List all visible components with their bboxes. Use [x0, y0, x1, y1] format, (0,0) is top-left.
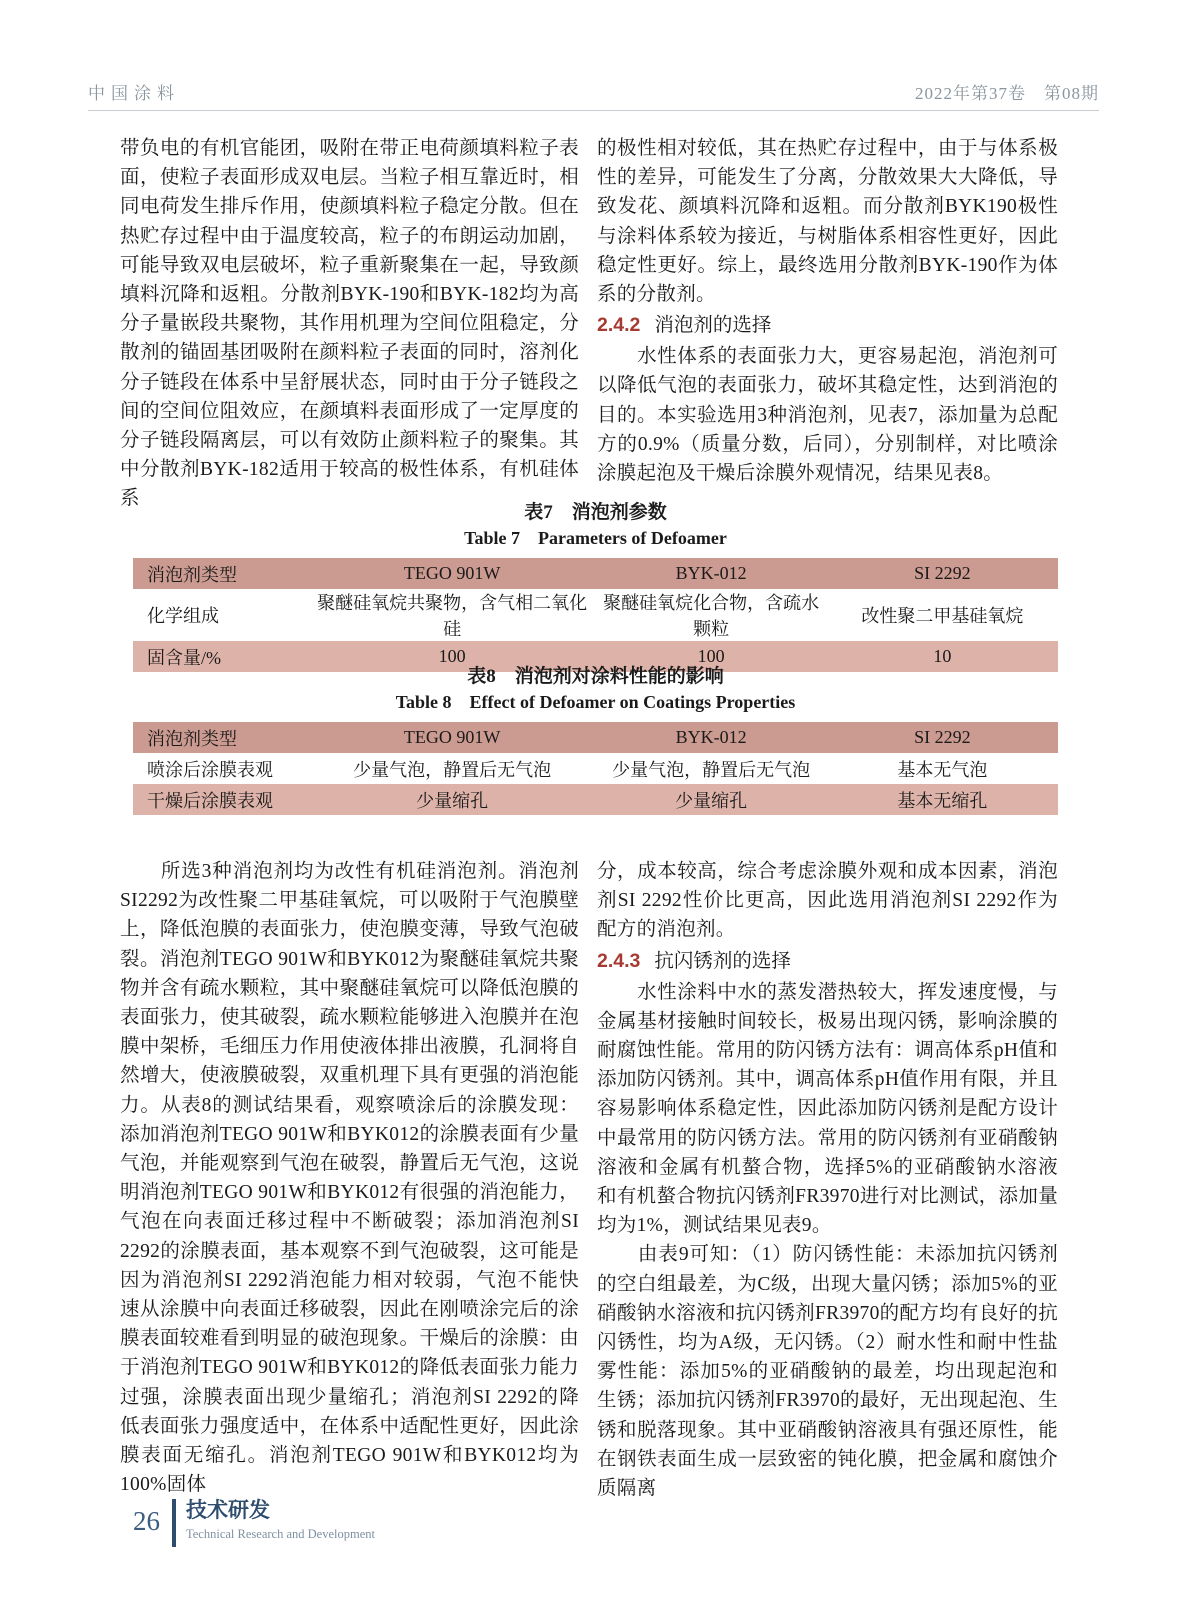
body-paragraph: 由表9可知：（1）防闪锈性能：未添加抗闪锈剂的空白组最差，为C级，出现大量闪锈；添加5%的亚硝酸钠水溶液和抗闪锈剂FR3970的配方均有良好的抗闪锈性，均为A级，无闪锈。（2）耐水性和耐中性盐雾性能：添加5%的亚硝酸钠的最差，均出现起泡和生锈；添加抗闪锈剂FR3970的最好，无出现起泡、生锈和脱落现象。其中亚硝酸钠溶液具有强还原性，能在钢铁表面生成一层致密的钝化膜，把金属和腐蚀介质隔离 [597, 1244, 1058, 1500]
footer-section-en: Technical Research and Development [186, 1527, 375, 1541]
table7-title-en: Table 7 Parameters of Defoamer [464, 528, 727, 548]
section-heading-242 [597, 310, 1058, 341]
page-footer [133, 1496, 375, 1547]
body-paragraph: 水性体系的表面张力大，更容易起泡，消泡剂可以降低气泡的表面张力，破坏其稳定性，达到消泡的目的。本实验选用3种消泡剂，见表7，添加量为总配方的0.9%（质量分数，后同），分别制样，对比喷涂涂膜起泡及干燥后涂膜外观情况，结果见表8。 [597, 346, 1058, 485]
body-paragraph: 水性涂料中水的蒸发潜热较大，挥发速度慢，与金属基材接触时间较长，极易出现闪锈，影响涂膜的耐腐蚀性能。常用的防闪锈方法有：调高体系pH值和添加防闪锈剂。其中，调高体系pH值作用有限，并且容易影响体系稳定性，因此添加防闪锈剂是配方设计中最常用的防闪锈方法。常用的防闪锈剂有亚硝酸钠溶液和金属有机螯合物，选择5%的亚硝酸钠水溶液和有机螯合物抗闪锈剂FR3970进行对比测试，添加量均为1%，测试结果见表9。 [597, 981, 1058, 1237]
table-cell: 10 [827, 641, 1058, 672]
table-header-cell: BYK-012 [596, 558, 827, 589]
right-column-top [597, 134, 1058, 488]
left-column-bottom [120, 857, 579, 1499]
table8-block [133, 664, 1058, 815]
body-paragraph: 的极性相对较低，其在热贮存过程中，由于与体系极性的差异，可能发生了分离，分散效果大大降低，导致发花、颜填料沉降和返粗。而分散剂BYK190极性与涂料体系较为接近，与树脂体系相容性更好，因此稳定性更好。综上，最终选用分散剂BYK-190作为体系的分散剂。 [597, 138, 1058, 306]
table-cell: 少量缩孔 [596, 784, 827, 815]
table-cell: 少量气泡，静置后无气泡 [612, 759, 811, 780]
table-cell: 100 [309, 641, 596, 672]
table-row [133, 753, 1058, 784]
body-paragraph: 所选3种消泡剂均为改性有机硅消泡剂。消泡剂SI2292为改性聚二甲基硅氧烷，可以吸附于气泡膜壁上，降低泡膜的表面张力，使泡膜变薄，导致气泡破裂。消泡剂TEGO 901W和BYK012为聚醚硅氧烷共聚物并含有疏水颗粒，其中聚醚硅氧烷可以降低泡膜的表面张力，使其破裂，疏水颗粒能够进入泡膜并在泡膜中架桥，毛细压力作用使液体排出液膜，孔洞将自然增大，使液膜破裂，双重机理下具有更强的消泡能力。从表8的测试结果看，观察喷涂后的涂膜发现：添加消泡剂TEGO 901W和BYK012的涂膜表面有少量气泡，并能观察到气泡在破裂，静置后无气泡，这说明消泡剂TEGO 901W和BYK012有很强的消泡能力，气泡在向表面迁移过程中不断破裂；添加消泡剂SI 2292的涂膜表面，基本观察不到气泡破裂，这可能是因为消泡剂SI 2292消泡能力相对较弱，气泡不能快速从涂膜中向表面迁移破裂，因此在刚喷涂完后的涂膜表面较难看到明显的破泡现象。干燥后的涂膜：由于消泡剂TEGO 901W和BYK012的降低表面张力能力过强，涂膜表面出现少量缩孔；消泡剂SI 2292的降低表面张力强度适中，在体系中适配性更好，因此涂膜表面无缩孔。消泡剂TEGO 901W和BYK012均为100%固体 [120, 861, 579, 1496]
footer-divider-bar [172, 1499, 176, 1547]
table-cell: 基本无缩孔 [827, 784, 1058, 815]
footer-section [186, 1496, 375, 1544]
body-paragraph: 分，成本较高，综合考虑涂膜外观和成本因素，消泡剂SI 2292性价比更高，因此选用消泡剂SI 2292作为配方的消泡剂。 [597, 861, 1058, 941]
footer-section-cn: 技术研发 [186, 1499, 270, 1522]
table-cell: 喷涂后涂膜表观 [147, 759, 273, 780]
table-row [133, 722, 1058, 753]
table8-title-cn: 表8 消泡剂对涂料性能的影响 [467, 666, 724, 687]
table-header-cell: TEGO 901W [309, 722, 596, 753]
section-number: 2.4.2 [597, 314, 641, 337]
body-paragraph: 带负电的有机官能团，吸附在带正电荷颜填料粒子表面，使粒子表面形成双电层。当粒子相互靠近时，相同电荷发生排斥作用，使颜填料粒子稳定分散。但在热贮存过程中由于温度较高，粒子的布朗运动加剧，可能导致双电层破坏，粒子重新聚集在一起，导致颜填料沉降和返粗。分散剂BYK-190和BYK-182均为高分子量嵌段共聚物，其作用机理为空间位阻稳定，分散剂的锚固基团吸附在颜料粒子表面的同时，溶剂化分子链段在体系中呈舒展状态，同时由于分子链段之间的空间位阻效应，在颜填料表面形成了一定厚度的分子链段隔离层，可以有效防止颜料粒子的聚集。其中分散剂BYK-182适用于较高的极性体系，有机硅体系 [120, 138, 579, 510]
journal-name: 中国涂料 [88, 84, 180, 103]
page-header [88, 74, 1099, 111]
table-cell: 聚醚硅氧烷共聚物，含气相二氧化硅 [317, 593, 588, 639]
left-column-top [120, 134, 579, 514]
table7-title-cn: 表7 消泡剂参数 [524, 502, 667, 523]
page-number: 26 [133, 1506, 160, 1536]
table-header-cell: SI 2292 [827, 722, 1058, 753]
table-cell: 聚醚硅氧烷化合物，含疏水颗粒 [603, 593, 820, 639]
table-row [133, 558, 1058, 589]
table-row [133, 589, 1058, 641]
table7-block [133, 500, 1058, 672]
section-number: 2.4.3 [597, 949, 641, 972]
table-header-cell: SI 2292 [827, 558, 1058, 589]
section-title: 抗闪锈剂的选择 [654, 950, 791, 972]
table-cell: 少量缩孔 [309, 784, 596, 815]
section-heading-243 [597, 946, 1058, 977]
table-row [133, 784, 1058, 815]
table8-title-en: Table 8 Effect of Defoamer on Coatings Properties [395, 692, 796, 712]
table-cell: 固含量/% [133, 641, 309, 672]
table-header-cell: 消泡剂类型 [133, 558, 309, 589]
table-cell: 100 [596, 641, 827, 672]
table-header-cell: BYK-012 [596, 722, 827, 753]
table-cell: 干燥后涂膜表观 [133, 784, 309, 815]
table-cell: 化学组成 [147, 606, 219, 626]
issue-info: 2022年第37卷 第08期 [915, 84, 1099, 103]
table-header-cell: TEGO 901W [309, 558, 596, 589]
table-cell: 改性聚二甲基硅氧烷 [861, 606, 1024, 626]
right-column-bottom [597, 857, 1058, 1503]
table-cell: 少量气泡，静置后无气泡 [353, 759, 552, 780]
table7 [133, 558, 1058, 672]
table8 [133, 722, 1058, 815]
section-title: 消泡剂的选择 [654, 315, 772, 337]
table-header-cell: 消泡剂类型 [133, 722, 309, 753]
table-cell: 基本无气泡 [897, 759, 988, 780]
